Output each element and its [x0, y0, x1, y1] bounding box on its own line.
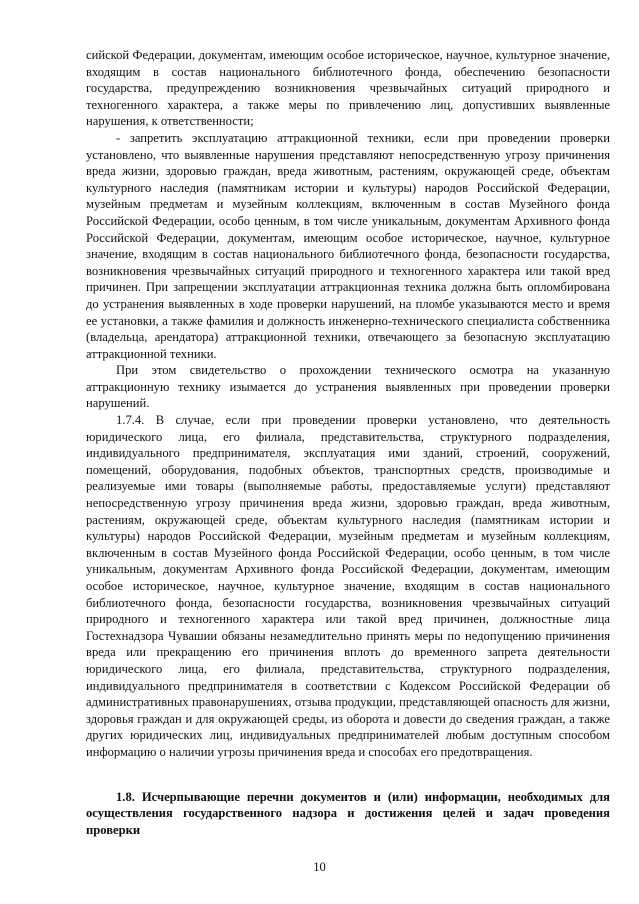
section-heading-1-8: 1.8. Исчерпывающие перечни документов и (или) информации, необходимых для осуществления государственного надзора и достижения целей и задач проведения проверки: [86, 789, 610, 837]
paragraph-continuation: сийской Федерации, документам, имеющим особое историческое, научное, культурное значение, входящим в состав национального библиотечного фонда, обеспечению безопасности государства, предупреждению возникновения чрезвычайных ситуаций природного и техногенного характера, а также меры по привлечению лиц, допустивших выявленные нарушения, к ответственности;: [86, 48, 610, 129]
paragraph-certificate-seized: При этом свидетельство о прохождении технического осмотра на указанную аттракционную технику изымается до устранения выявленных при проведении проверки нарушений.: [86, 363, 610, 411]
paragraph-1-7-4: 1.7.4. В случае, если при проведении проверки установлено, что деятельность юридического лица, его филиала, представительства, структурного подразделения, индивидуального предпринимателя, эксплуатация ими зданий, строений, сооружений, помещений, оборудования, подобных объектов, транспортных средств, производимые и реализуемые ими товары (выполняемые работы, предоставляемые услуги) представляют непосредственную угрозу причинения вреда жизни, здоровью граждан, вреда животным, растениям, окружающей среде, объектам культурного наследия (памятникам истории и культуры) народов Российской Федерации, музейным предметам и музейным коллекциям, включенным в состав Музейного фонда Российской Федерации, особо ценным, в том числе уникальным, документам Архивного фонда Российской Федерации, документам, имеющим особое историческое, научное, культурное значение, входящим в состав национального библиотечного фонда, безопасности государства, возникновения чрезвычайных ситуаций природного и техногенного характера или такой вред причинен, должностные лица Гостехнадзора Чувашии обязаны незамедлительно принять меры по недопущению причинения вреда или прекращению его причинения вплоть до временного запрета деятельности юридического лица, его филиала, представительства, структурного подразделения, индивидуального предпринимателя в соответствии с Кодексом Российской Федерации об административных правонарушениях, отзыва продукции, представляющей опасность для жизни, здоровья граждан и для окружающей среды, из оборота и довести до сведения граждан, а также других юридических лиц, индивидуальных предпринимателей любым доступным способом информацию о наличии угрозы причинения вреда и способах его предотвращения.: [86, 413, 610, 759]
paragraph-prohibit-operation: - запретить эксплуатацию аттракционной техники, если при проведении проверки установлено, что выявленные нарушения представляют непосредственную угрозу причинения вреда жизни, здоровью граждан, вреда животным, растениям, окружающей среде, объектам культурного наследия (памятникам истории и культуры) народов Российской Федерации, музейным предметам и музейным коллекциям, включенным в состав Музейного фонда Российской Федерации, особо ценным, в том числе уникальным, документам Архивного фонда Российской Федерации, документам, имеющим особое историческое, научное, культурное значение, входящим в состав национального библиотечного фонда, безопасности государства, возникновения чрезвычайных ситуаций природного и техногенного характера или такой вред причинен. При запрещении эксплуатации аттракционная техника должна быть опломбирована до устранения выявленных в ходе проверки нарушений, на пломбе указываются место и время ее установки, а также фамилия и должность инженерно-технического специалиста собственника (владельца, арендатора) аттракционной техники, отвечающего за безопасную эксплуатацию аттракционной техники.: [86, 130, 610, 361]
page-number: 10: [313, 860, 326, 874]
document-page: [86, 47, 610, 838]
